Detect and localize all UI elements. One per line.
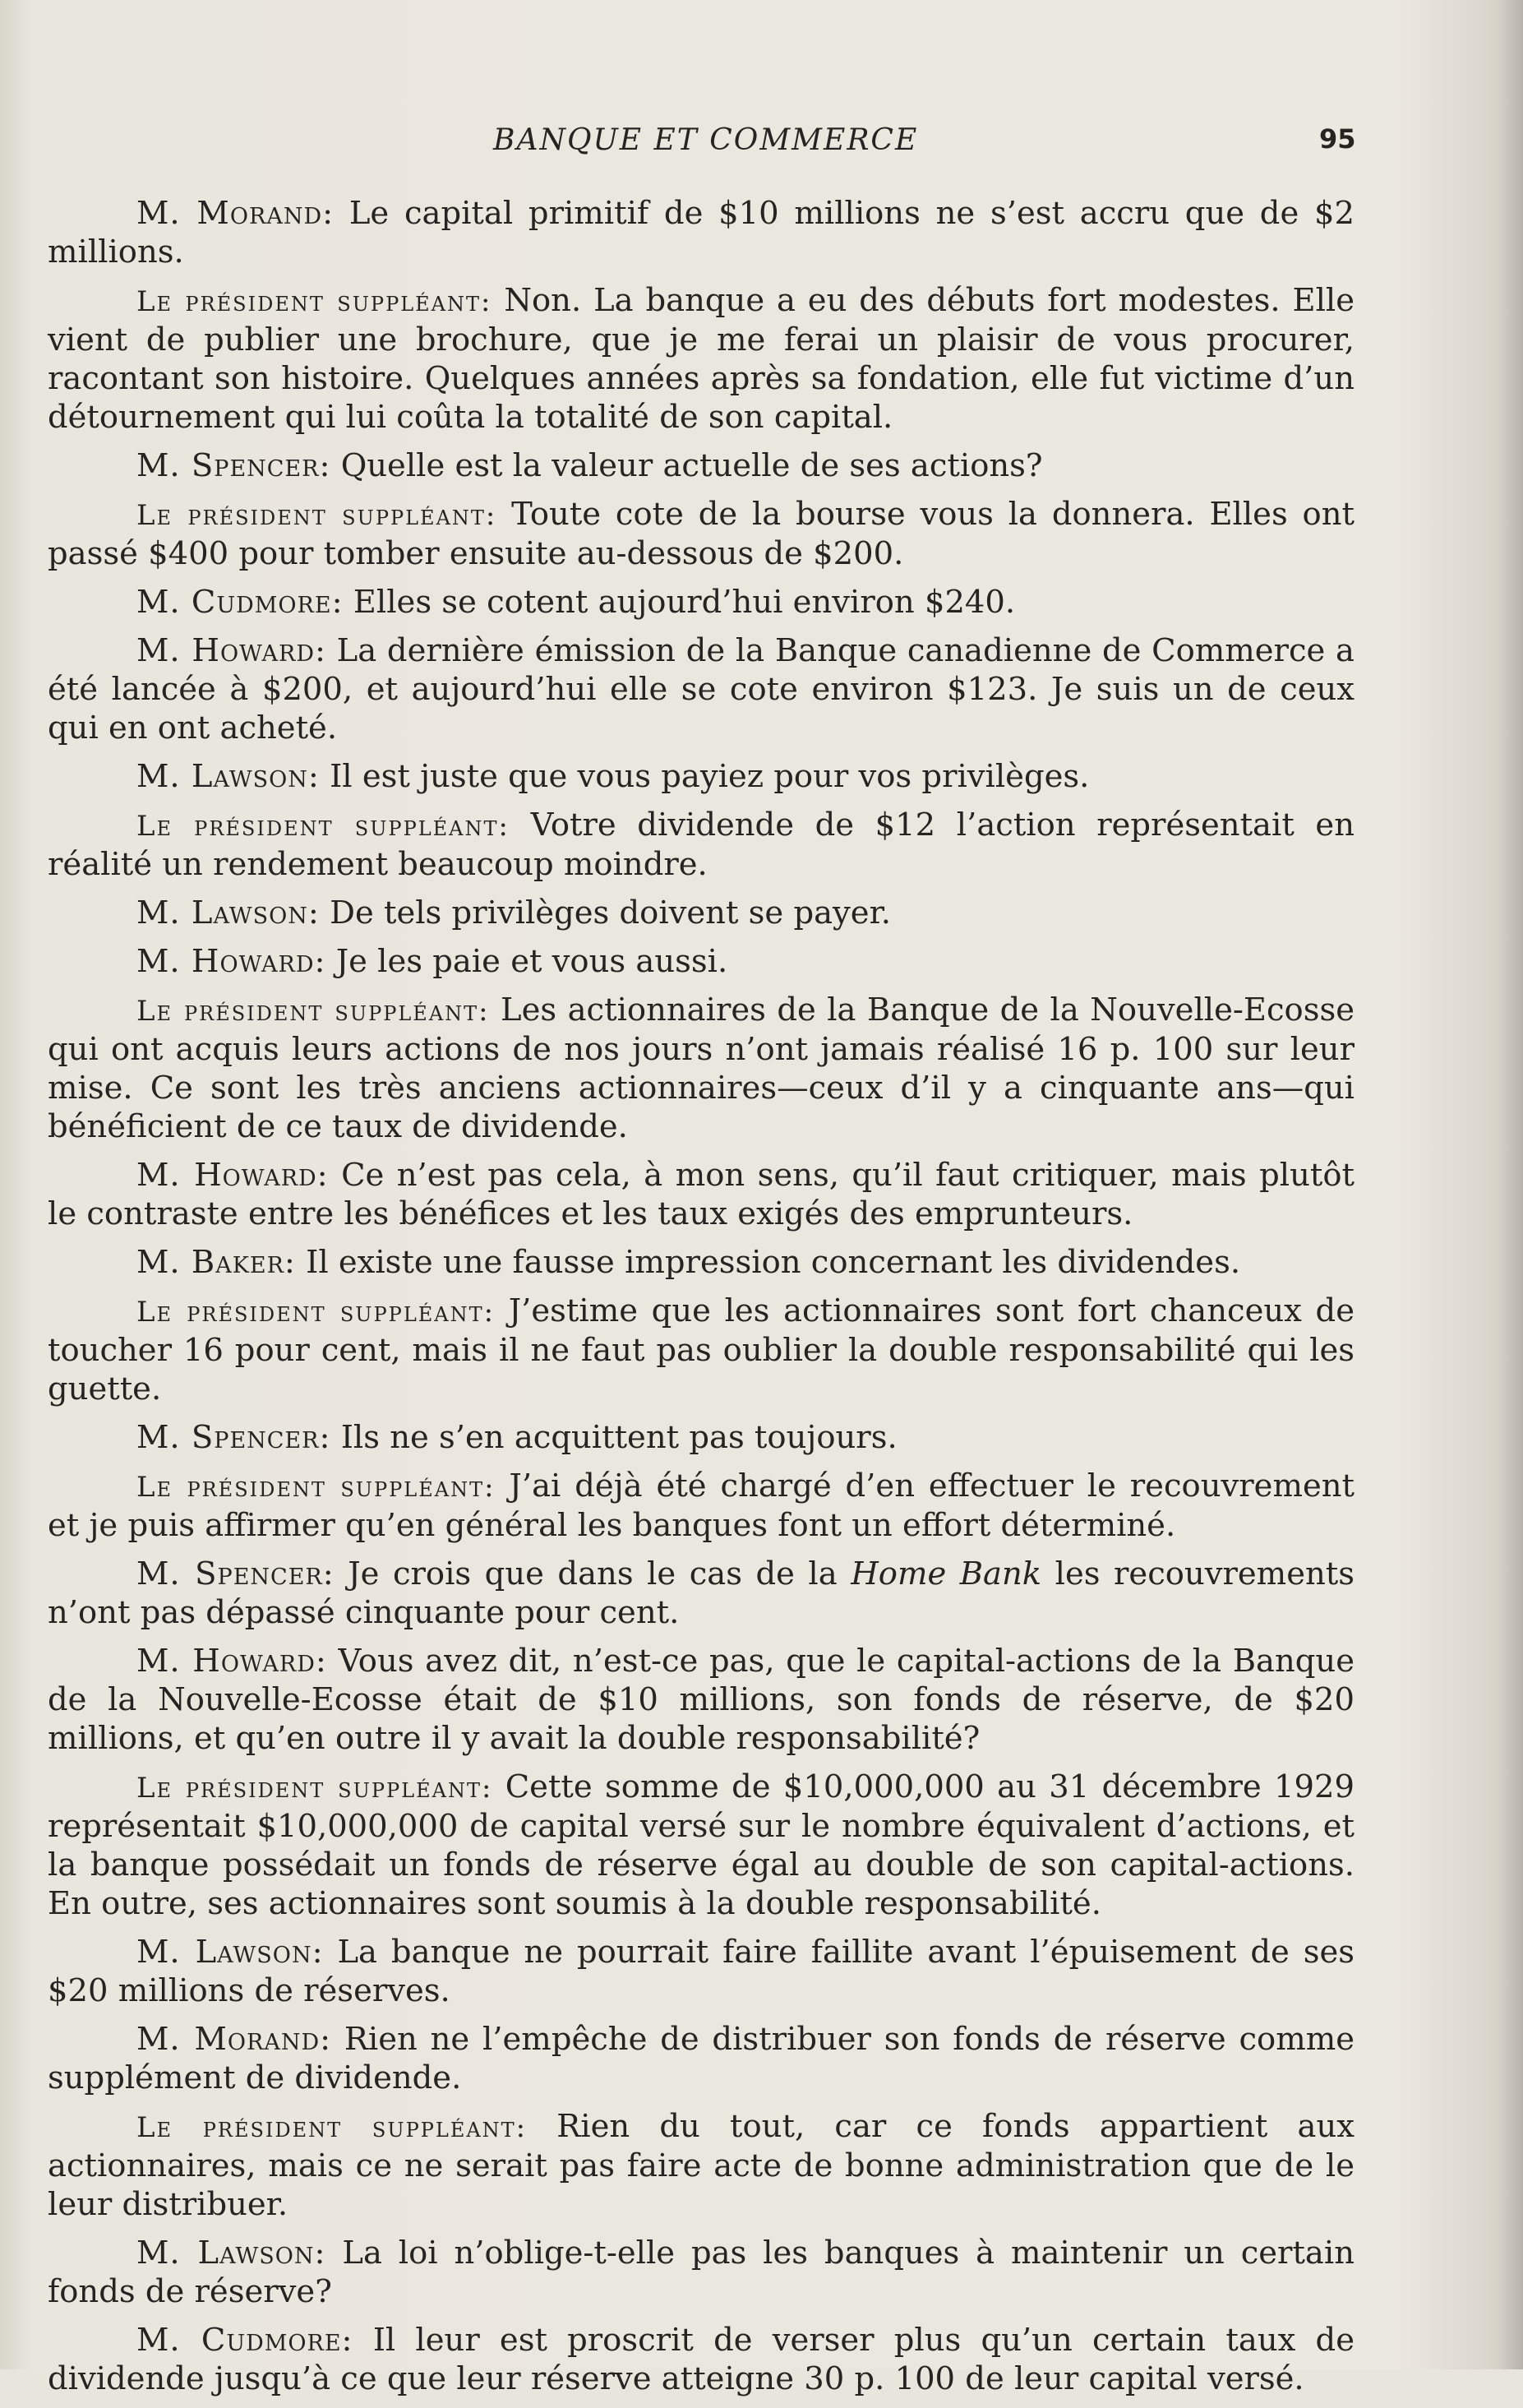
dialogue-paragraph [48,194,1355,271]
speaker-name: Le président suppléant: [136,2111,528,2143]
speaker-name: M. Howard: [136,1643,327,1680]
speech-text: J’estime que les actionnaires sont fort chanceux de toucher 16 pour cent, mais il ne faut pas oublier la double responsabilité qui les guette. [48,1292,1355,1407]
speaker-name: Le président suppléant: [136,499,497,531]
speech-text: J’ai déjà été chargé d’en effectuer le recouvrement et je puis affirmer qu’en général les banques font un effort déterminé. [48,1467,1355,1544]
speaker-name: M. Morand: [136,2021,332,2058]
speech-text: Les actionnaires de la Banque de la Nouvelle-Ecosse qui ont acquis leurs actions de nos jours n’ont jamais réalisé 16 p. 100 sur leur mise. Ce sont les très anciens actionnaires—ceux d’il y a cinquante ans—qui bénéficient de ce taux de dividende. [48,991,1355,1145]
dialogue-paragraph [48,495,1355,573]
speech-text: La loi n’oblige-t-elle pas les banques à maintenir un certain fonds de réserve? [48,2235,1355,2310]
dialogue-paragraph [48,1418,1355,1457]
speech-text: Quelle est la valeur actuelle de ses actions? [330,447,1043,484]
speech-text: La banque ne pourrait faire faillite avant l’épuisement de ses $20 millions de réserves. [48,1934,1355,2009]
dialogue-paragraph [48,446,1355,485]
speech-text: Le capital primitif de $10 millions ne s’est accru que de $2 millions. [48,195,1355,270]
dialogue-paragraph [48,1768,1355,1923]
speaker-name: Le président suppléant: [136,810,510,842]
speaker-name: M. Baker: [136,1244,296,1281]
dialogue-paragraph [48,281,1355,437]
speech-text: Rien ne l’empêche de distribuer son fonds de réserve comme supplément de dividende. [48,2021,1355,2096]
speaker-name: M. Spencer: [136,1555,335,1592]
speaker-name: M. Howard: [136,632,326,669]
speaker-name: Le président suppléant: [136,1296,496,1328]
speaker-name: M. Lawson: [136,1934,324,1971]
speech-text: La dernière émission de la Banque canadienne de Commerce a été lancée à $200, et aujourd’hui elle se cote environ $123. Je suis un de ceux qui en ont acheté. [48,632,1355,746]
dialogue-paragraph [48,1243,1355,1282]
speaker-name: M. Spencer: [136,447,331,484]
dialogue-paragraph [48,942,1355,981]
speech-text: Je les paie et vous aussi. [325,943,728,980]
running-head [0,123,1523,164]
speech-text: Ils ne s’en acquittent pas toujours. [330,1419,898,1456]
speaker-name: M. Spencer: [136,1419,331,1456]
speech-text: Vous avez dit, n’est-ce pas, que le capital-actions de la Banque de la Nouvelle-Ecosse était de $10 millions, son fonds de réserve, de $20 millions, et qu’en outre il y avait la double responsabilité? [48,1643,1355,1757]
speech-text: Il existe une fausse impression concernant les dividendes. [295,1244,1241,1281]
dialogue-paragraph [48,806,1355,884]
dialogue-paragraph [48,991,1355,1146]
speaker-name: Le président suppléant: [136,1772,493,1804]
speaker-name: Le président suppléant: [136,285,492,317]
dialogue-paragraph [48,2020,1355,2097]
speech-text-continued: les recouvrements n’ont pas dépassé cinquante pour cent. [48,1555,1355,1631]
running-title: BANQUE ET COMMERCE [493,123,919,157]
dialogue-paragraph [48,894,1355,932]
dialogue-paragraph [48,2234,1355,2311]
speaker-name: M. Lawson: [136,758,320,795]
speaker-name: M. Lawson: [136,2235,326,2272]
speaker-name: Le président suppléant: [136,995,490,1027]
speech-text: Non. La banque a eu des débuts fort modestes. Elle vient de publier une brochure, que je me ferai un plaisir de vous procurer, racontant son histoire. Quelques années après sa fondation, elle fut victime d’un détournement qui lui coûta la totalité de son capital. [48,282,1355,436]
dialogue-paragraph [48,1555,1355,1632]
dialogue-paragraph [48,1467,1355,1545]
speaker-name: M. Howard: [136,943,326,980]
speaker-name: M. Cudmore: [136,584,344,621]
speech-text: Ce n’est pas cela, à mon sens, qu’il faut critiquer, mais plutôt le contraste entre les bénéfices et les taux exigés des emprunteurs. [48,1157,1355,1232]
speech-text: Cette somme de $10,000,000 au 31 décembre 1929 représentait $10,000,000 de capital versé sur le nombre équivalent d’actions, et la banque possédait un fonds de réserve égal au double de son capital-actions. En outre, ses actionnaires sont soumis à la double responsabilité. [48,1768,1355,1922]
speech-text: Rien du tout, car ce fonds appartient aux actionnaires, mais ce ne serait pas faire acte de bonne administration que de le leur distribuer. [48,2108,1355,2223]
body-text [48,194,1355,2408]
speech-text: Il leur est proscrit de verser plus qu’un certain taux de dividende jusqu’à ce que leur réserve atteigne 30 p. 100 de leur capital versé. [48,2322,1355,2397]
dialogue-paragraph [48,2107,1355,2224]
speech-text: Toute cote de la bourse vous la donnera. Elles ont passé $400 pour tomber ensuite au-dessous de $200. [48,496,1355,572]
speech-text: Il est juste que vous payiez pour vos privilèges. [319,758,1090,795]
speech-text: Je crois que dans le cas de la [334,1555,851,1592]
dialogue-paragraph [48,1642,1355,1758]
speaker-name: M. Morand: [136,195,335,232]
dialogue-paragraph [48,1933,1355,2010]
dialogue-paragraph [48,583,1355,622]
dialogue-paragraph [48,1292,1355,1408]
page-number: 95 [1319,123,1356,155]
speaker-name: M. Cudmore: [136,2322,353,2359]
speaker-name: M. Howard: [136,1157,329,1194]
italic-text: Home Bank [851,1555,1042,1592]
dialogue-paragraph [48,757,1355,796]
speech-text: Votre dividende de $12 l’action représentait en réalité un rendement beaucoup moindre. [48,807,1355,883]
dialogue-paragraph [48,1156,1355,1233]
speech-text: De tels privilèges doivent se payer. [319,894,892,931]
page-edge-shadow [1498,0,1523,2369]
speaker-name: Le président suppléant: [136,1471,496,1503]
speech-text: Elles se cotent aujourd’hui environ $240. [343,584,1016,621]
dialogue-paragraph [48,2321,1355,2398]
speaker-name: M. Lawson: [136,894,320,931]
dialogue-paragraph [48,631,1355,747]
